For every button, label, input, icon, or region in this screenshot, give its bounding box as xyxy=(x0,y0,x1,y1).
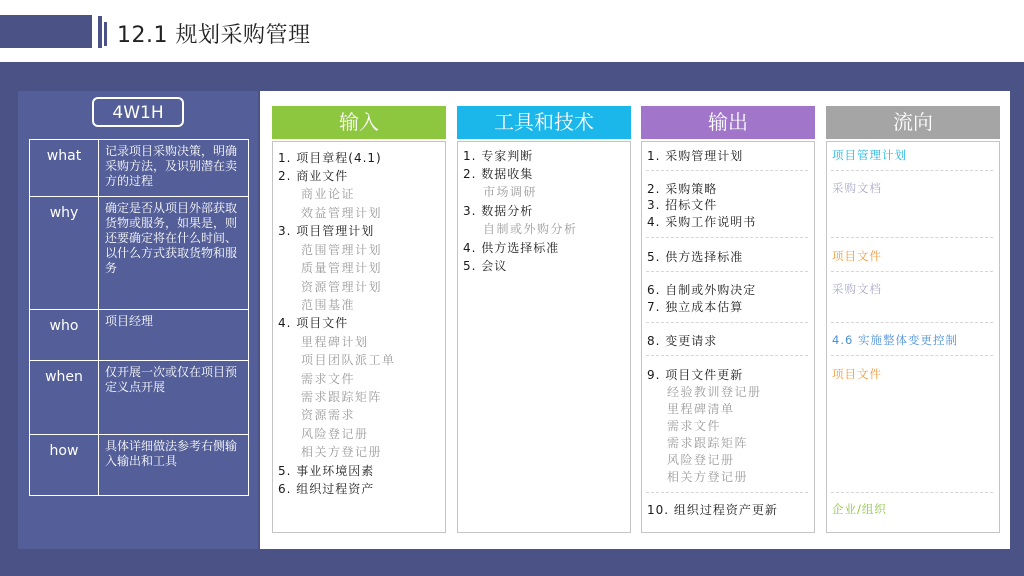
output-subitem: 需求文件 xyxy=(667,419,722,433)
w4h-key: why xyxy=(30,197,99,310)
output-item: 6. 自制或外购决定 xyxy=(647,283,757,297)
output-divider xyxy=(646,237,808,238)
w4h-row-how xyxy=(30,435,249,496)
output-divider xyxy=(646,170,808,171)
input-subitem: 效益管理计划 xyxy=(301,206,383,220)
output-subitem: 经验教训登记册 xyxy=(667,385,762,399)
output-divider xyxy=(646,355,808,356)
output-item: 1. 采购管理计划 xyxy=(647,149,744,163)
w4h-key: how xyxy=(30,435,99,496)
flow-item: 项目文件 xyxy=(832,249,882,263)
output-subitem: 风险登记册 xyxy=(667,453,735,467)
w4h-desc: 记录项目采购决策，明确采购方法，及识别潜在卖方的过程 xyxy=(99,140,249,197)
inputs-column xyxy=(272,106,446,532)
output-item: 8. 变更请求 xyxy=(647,334,718,348)
outputs-list xyxy=(641,141,815,533)
flow-item: 4.6 实施整体变更控制 xyxy=(832,333,958,347)
input-item: 3. 项目管理计划 xyxy=(278,224,375,238)
input-item: 6. 组织过程资产 xyxy=(278,482,375,496)
output-subitem: 相关方登记册 xyxy=(667,470,749,484)
tools-header: 工具和技术 xyxy=(457,106,631,139)
flow-item: 项目文件 xyxy=(832,367,882,381)
output-item: 3. 招标文件 xyxy=(647,198,718,212)
input-subitem: 需求跟踪矩阵 xyxy=(301,390,383,404)
tool-item: 3. 数据分析 xyxy=(463,204,534,218)
tool-subitem: 市场调研 xyxy=(483,185,538,199)
output-subitem: 需求跟踪矩阵 xyxy=(667,436,749,450)
title-bar-decoration xyxy=(0,15,92,48)
w4h-table xyxy=(29,139,249,496)
flow-divider xyxy=(831,492,993,493)
w4h-desc: 具体详细做法参考右侧输入输出和工具 xyxy=(99,435,249,496)
input-subitem: 资源需求 xyxy=(301,408,356,422)
flow-item: 采购文档 xyxy=(832,181,882,195)
output-divider xyxy=(646,322,808,323)
w4h-desc: 仅开展一次或仅在项目预定义点开展 xyxy=(99,361,249,435)
input-subitem: 范围基准 xyxy=(301,298,356,312)
inputs-list xyxy=(272,141,446,533)
flow-column xyxy=(826,106,1000,532)
flow-divider xyxy=(831,355,993,356)
tool-item: 2. 数据收集 xyxy=(463,167,534,181)
page-title: 12.1 规划采购管理 xyxy=(117,23,311,48)
tools-list xyxy=(457,141,631,533)
output-subitem: 里程碑清单 xyxy=(667,402,735,416)
input-subitem: 资源管理计划 xyxy=(301,280,383,294)
output-item: 10. 组织过程资产更新 xyxy=(647,503,778,517)
output-divider xyxy=(646,492,808,493)
output-item: 9. 项目文件更新 xyxy=(647,368,744,382)
title-tick-decoration xyxy=(98,16,102,48)
input-subitem: 项目团队派工单 xyxy=(301,353,396,367)
input-item: 5. 事业环境因素 xyxy=(278,464,375,478)
input-subitem: 风险登记册 xyxy=(301,427,369,441)
w4h-desc: 项目经理 xyxy=(99,310,249,361)
output-item: 4. 采购工作说明书 xyxy=(647,215,757,229)
w4h-header: 4W1H xyxy=(92,97,184,127)
flow-item: 企业/组织 xyxy=(832,502,887,516)
input-subitem: 商业论证 xyxy=(301,187,356,201)
flow-item: 采购文档 xyxy=(832,282,882,296)
input-subitem: 需求文件 xyxy=(301,372,356,386)
flow-divider xyxy=(831,170,993,171)
tool-subitem: 自制或外购分析 xyxy=(483,222,578,236)
tools-column xyxy=(457,106,631,532)
w4h-row-what xyxy=(30,140,249,197)
w4h-row-why xyxy=(30,197,249,310)
input-item: 2. 商业文件 xyxy=(278,169,349,183)
flow-item: 项目管理计划 xyxy=(832,148,907,162)
input-subitem: 里程碑计划 xyxy=(301,335,369,349)
flow-list xyxy=(826,141,1000,533)
flow-header: 流向 xyxy=(826,106,1000,139)
input-subitem: 相关方登记册 xyxy=(301,445,383,459)
input-item: 1. 项目章程(4.1) xyxy=(278,151,382,165)
flow-divider xyxy=(831,237,993,238)
w4h-desc: 确定是否从项目外部获取货物或服务，如果是，则还要确定将在什么时间、以什么方式获取货物和服务 xyxy=(99,197,249,310)
w4h-key: when xyxy=(30,361,99,435)
input-subitem: 范围管理计划 xyxy=(301,243,383,257)
w4h-row-when xyxy=(30,361,249,435)
tool-item: 4. 供方选择标准 xyxy=(463,241,560,255)
w4h-key: who xyxy=(30,310,99,361)
title-tick-decoration-2 xyxy=(104,22,107,46)
outputs-column xyxy=(641,106,815,532)
input-subitem: 质量管理计划 xyxy=(301,261,383,275)
outputs-header: 输出 xyxy=(641,106,815,139)
tool-item: 5. 会议 xyxy=(463,259,508,273)
output-item: 5. 供方选择标准 xyxy=(647,250,744,264)
output-item: 7. 独立成本估算 xyxy=(647,300,744,314)
inputs-header: 输入 xyxy=(272,106,446,139)
flow-divider xyxy=(831,271,993,272)
input-item: 4. 项目文件 xyxy=(278,316,349,330)
output-divider xyxy=(646,271,808,272)
flow-divider xyxy=(831,322,993,323)
output-item: 2. 采购策略 xyxy=(647,182,718,196)
w4h-row-who xyxy=(30,310,249,361)
w4h-key: what xyxy=(30,140,99,197)
tool-item: 1. 专家判断 xyxy=(463,149,534,163)
